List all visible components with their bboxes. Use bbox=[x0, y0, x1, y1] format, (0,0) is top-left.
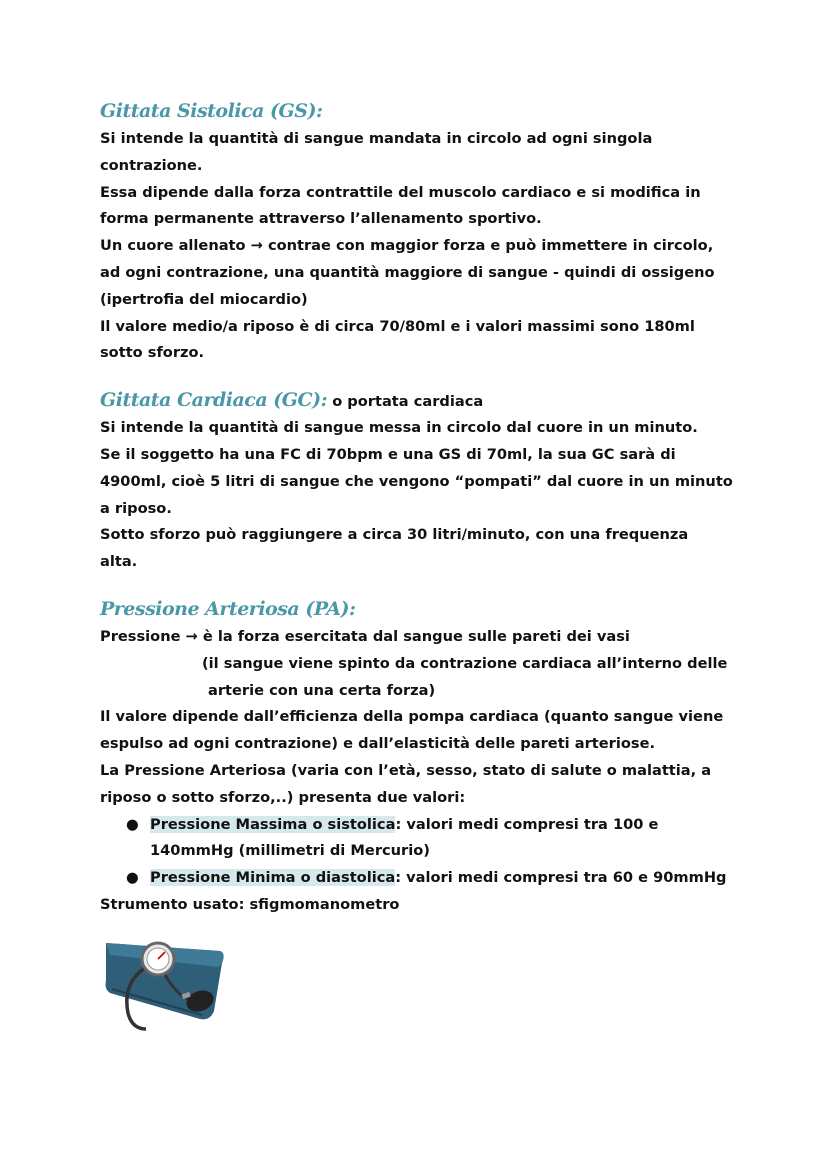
section-gittata-cardiaca bbox=[100, 385, 740, 576]
bullet-item-diastolica bbox=[100, 865, 740, 892]
paragraph-line: Essa dipende dalla forza contrattile del muscolo cardiaco e si modifica in bbox=[100, 183, 701, 201]
paragraph-line: forma permanente attraverso l’allenamento sportivo. bbox=[100, 210, 542, 228]
heading-subtitle: o portata cardiaca bbox=[332, 393, 484, 411]
bullet-continuation: 140mmHg (millimetri di Mercurio) bbox=[150, 842, 430, 860]
paragraph-line-indented: (il sangue viene spinto da contrazione cardiaca all’interno delle bbox=[202, 654, 728, 672]
paragraph-line: Il valore dipende dall’efficienza della pompa cardiaca (quanto sangue viene bbox=[100, 708, 724, 726]
paragraph-line: sotto sforzo. bbox=[100, 344, 205, 362]
paragraph-line: La Pressione Arteriosa (varia con l’età, sesso, stato di salute o malattia, a bbox=[100, 761, 712, 779]
paragraph-line: alta. bbox=[100, 553, 138, 571]
paragraph-line: 4900ml, cioè 5 litri di sangue che vengono “pompati” dal cuore in un minuto bbox=[100, 472, 733, 490]
paragraph-line: Si intende la quantità di sangue messa in circolo dal cuore in un minuto. bbox=[100, 419, 698, 437]
bullet-icon: ● bbox=[126, 869, 139, 887]
paragraph-line: ad ogni contrazione, una quantità maggiore di sangue - quindi di ossigeno bbox=[100, 263, 715, 281]
paragraph-line: Il valore medio/a riposo è di circa 70/80ml e i valori massimi sono 180ml bbox=[100, 317, 695, 335]
section-pressione-arteriosa bbox=[100, 594, 740, 1037]
paragraph-line: Pressione → è la forza esercitata dal sangue sulle pareti dei vasi bbox=[100, 627, 630, 645]
paragraph-line: espulso ad ogni contrazione) e dall’elasticità delle pareti arteriose. bbox=[100, 735, 656, 753]
heading-row-gittata-cardiaca bbox=[100, 385, 740, 415]
paragraph-line: contrazione. bbox=[100, 156, 203, 174]
paragraph-line: Strumento usato: sfigmomanometro bbox=[100, 895, 400, 913]
paragraph-line-indented: arterie con una certa forza) bbox=[208, 681, 436, 699]
sphygmomanometer-image bbox=[102, 933, 230, 1033]
paragraph-line: Sotto sforzo può raggiungere a circa 30 litri/minuto, con una frequenza bbox=[100, 526, 689, 544]
paragraph-line: a riposo. bbox=[100, 499, 172, 517]
bullet-text: : valori medi compresi tra 100 e bbox=[395, 815, 659, 833]
heading-gittata-cardiaca: Gittata Cardiaca (GC): bbox=[100, 389, 328, 412]
bullet-text: : valori medi compresi tra 60 e 90mmHg bbox=[395, 869, 727, 887]
bullet-item-sistolica bbox=[100, 812, 740, 839]
paragraph-line: Se il soggetto ha una FC di 70bpm e una GS di 70ml, la sua GC sarà di bbox=[100, 445, 676, 463]
document-page bbox=[100, 96, 740, 1055]
paragraph-line: (ipertrofia del miocardio) bbox=[100, 290, 308, 308]
paragraph-line: Si intende la quantità di sangue mandata in circolo ad ogni singola bbox=[100, 130, 653, 147]
heading-gittata-sistolica: Gittata Sistolica (GS): bbox=[100, 100, 323, 122]
highlighted-term: Pressione Massima o sistolica bbox=[150, 815, 396, 833]
paragraph-line: Un cuore allenato → contrae con maggior forza e può immettere in circolo, bbox=[100, 237, 714, 255]
heading-pressione-arteriosa: Pressione Arteriosa (PA): bbox=[100, 597, 356, 620]
section-gittata-sistolica bbox=[100, 96, 740, 367]
highlighted-term: Pressione Minima o diastolica bbox=[150, 869, 396, 887]
paragraph-line: riposo o sotto sforzo,..) presenta due valori: bbox=[100, 788, 466, 806]
bullet-icon: ● bbox=[126, 815, 139, 833]
